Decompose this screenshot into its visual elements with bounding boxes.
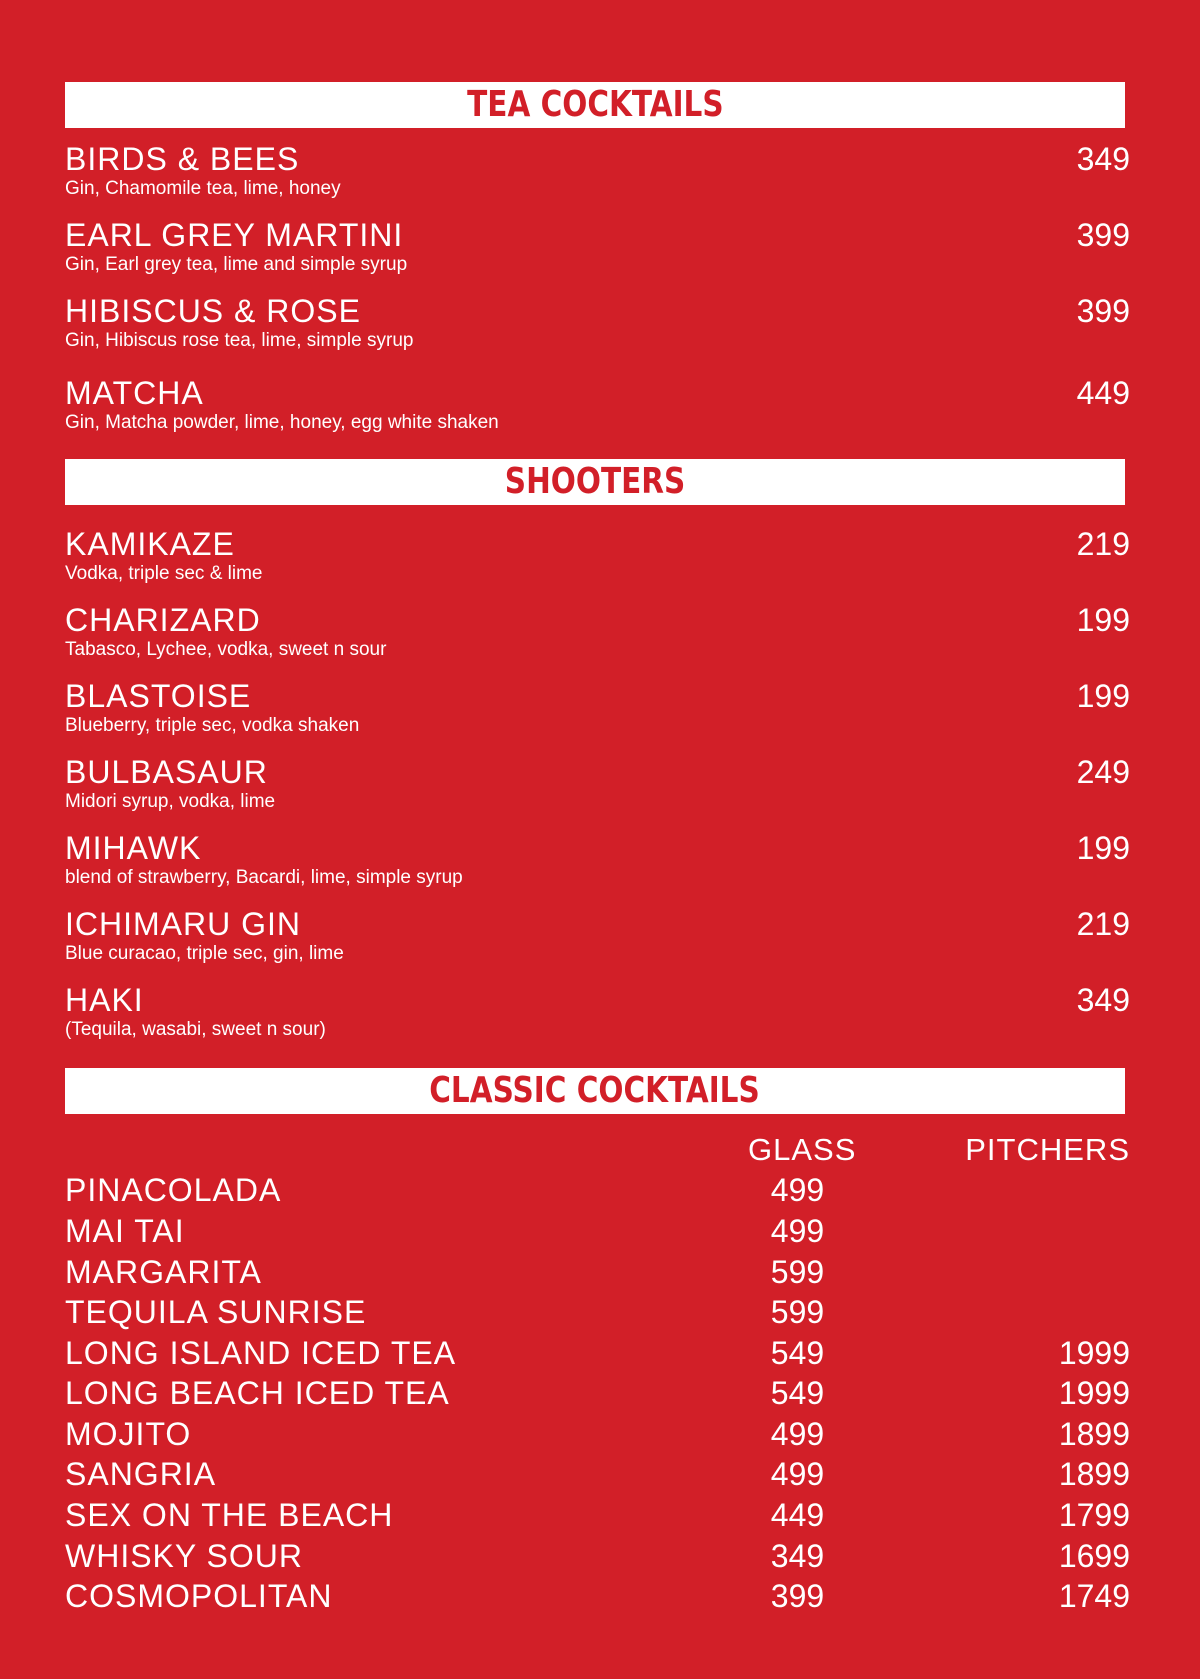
item-description: Gin, Matcha powder, lime, honey, egg white shaken [65, 412, 499, 433]
glass-price: 549 [770, 1375, 825, 1411]
item-description: Vodka, triple sec & lime [65, 563, 263, 584]
menu-item [65, 217, 1130, 277]
item-name: MATCHA [65, 375, 204, 411]
cocktail-name: MAI TAI [65, 1213, 185, 1249]
cocktail-name: LONG ISLAND ICED TEA [65, 1335, 457, 1371]
pitchers-column-header: PITCHERS [965, 1132, 1130, 1167]
item-description: Gin, Chamomile tea, lime, honey [65, 178, 341, 199]
classic-cocktails-banner [65, 1068, 1125, 1114]
classic-row [65, 1495, 1130, 1535]
menu-item [65, 830, 1130, 890]
item-description: Gin, Earl grey tea, lime and simple syrup [65, 254, 408, 275]
menu-item [65, 526, 1130, 586]
glass-price: 499 [770, 1172, 825, 1208]
menu-item [65, 982, 1130, 1042]
glass-price: 449 [770, 1497, 825, 1533]
menu-item [65, 602, 1130, 662]
classic-row [65, 1454, 1130, 1494]
pitcher-price: 1999 [1058, 1335, 1130, 1371]
pitcher-price: 1699 [1058, 1538, 1130, 1574]
classic-row [65, 1536, 1130, 1576]
item-price: 219 [1076, 906, 1130, 942]
classic-row [65, 1373, 1130, 1413]
item-description: Tabasco, Lychee, vodka, sweet n sour [65, 639, 387, 660]
item-name: ICHIMARU GIN [65, 906, 301, 942]
item-description: Blueberry, triple sec, vodka shaken [65, 715, 360, 736]
menu-item [65, 906, 1130, 966]
glass-price: 499 [770, 1456, 825, 1492]
item-name: HAKI [65, 982, 144, 1018]
classic-row [65, 1252, 1130, 1292]
item-description: Blue curacao, triple sec, gin, lime [65, 943, 344, 964]
cocktail-name: COSMOPOLITAN [65, 1578, 333, 1614]
shooters-title: SHOOTERS [504, 461, 686, 502]
classic-row [65, 1414, 1130, 1454]
cocktail-name: LONG BEACH ICED TEA [65, 1375, 450, 1411]
item-price: 199 [1076, 678, 1130, 714]
cocktail-name: MARGARITA [65, 1254, 262, 1290]
item-price: 199 [1076, 602, 1130, 638]
item-name: EARL GREY MARTINI [65, 217, 404, 253]
pitcher-price: 1999 [1058, 1375, 1130, 1411]
cocktail-name: SEX ON THE BEACH [65, 1497, 394, 1533]
item-name: HIBISCUS & ROSE [65, 293, 361, 329]
classic-row [65, 1292, 1130, 1332]
shooters-banner [65, 459, 1125, 505]
glass-price: 499 [770, 1213, 825, 1249]
item-name: CHARIZARD [65, 602, 261, 638]
item-name: MIHAWK [65, 830, 202, 866]
menu-item [65, 141, 1130, 201]
pitcher-price: 1799 [1058, 1497, 1130, 1533]
item-name: BLASTOISE [65, 678, 252, 714]
pitcher-price: 1749 [1058, 1578, 1130, 1614]
cocktail-name: WHISKY SOUR [65, 1538, 303, 1574]
menu-item [65, 375, 1130, 435]
pitcher-price: 1899 [1058, 1416, 1130, 1452]
classic-row [65, 1170, 1130, 1210]
glass-price: 499 [770, 1416, 825, 1452]
item-price: 249 [1076, 754, 1130, 790]
menu-item [65, 293, 1130, 353]
glass-column-header: GLASS [748, 1132, 857, 1167]
item-price: 399 [1076, 293, 1130, 329]
glass-price: 349 [770, 1538, 825, 1574]
glass-price: 599 [770, 1254, 825, 1290]
cocktail-name: PINACOLADA [65, 1172, 282, 1208]
item-description: Midori syrup, vodka, lime [65, 791, 276, 812]
glass-price: 599 [770, 1294, 825, 1330]
glass-price: 549 [770, 1335, 825, 1371]
item-description: blend of strawberry, Bacardi, lime, simple syrup [65, 867, 463, 888]
menu-item [65, 678, 1130, 738]
classic-row [65, 1333, 1130, 1373]
tea-cocktails-banner [65, 82, 1125, 128]
glass-price: 399 [770, 1578, 825, 1614]
item-description: (Tequila, wasabi, sweet n sour) [65, 1019, 326, 1040]
item-price: 349 [1076, 982, 1130, 1018]
classic-row [65, 1211, 1130, 1251]
item-description: Gin, Hibiscus rose tea, lime, simple syrup [65, 330, 414, 351]
classic-row [65, 1576, 1130, 1616]
item-price: 219 [1076, 526, 1130, 562]
item-price: 449 [1076, 375, 1130, 411]
item-price: 399 [1076, 217, 1130, 253]
cocktail-name: TEQUILA SUNRISE [65, 1294, 367, 1330]
menu-item [65, 754, 1130, 814]
item-price: 349 [1076, 141, 1130, 177]
tea-cocktails-title: TEA COCKTAILS [466, 84, 724, 125]
item-price: 199 [1076, 830, 1130, 866]
cocktail-name: SANGRIA [65, 1456, 217, 1492]
cocktail-name: MOJITO [65, 1416, 192, 1452]
item-name: BIRDS & BEES [65, 141, 300, 177]
pitcher-price: 1899 [1058, 1456, 1130, 1492]
item-name: KAMIKAZE [65, 526, 235, 562]
classic-cocktails-title: CLASSIC COCKTAILS [429, 1070, 761, 1111]
item-name: BULBASAUR [65, 754, 268, 790]
